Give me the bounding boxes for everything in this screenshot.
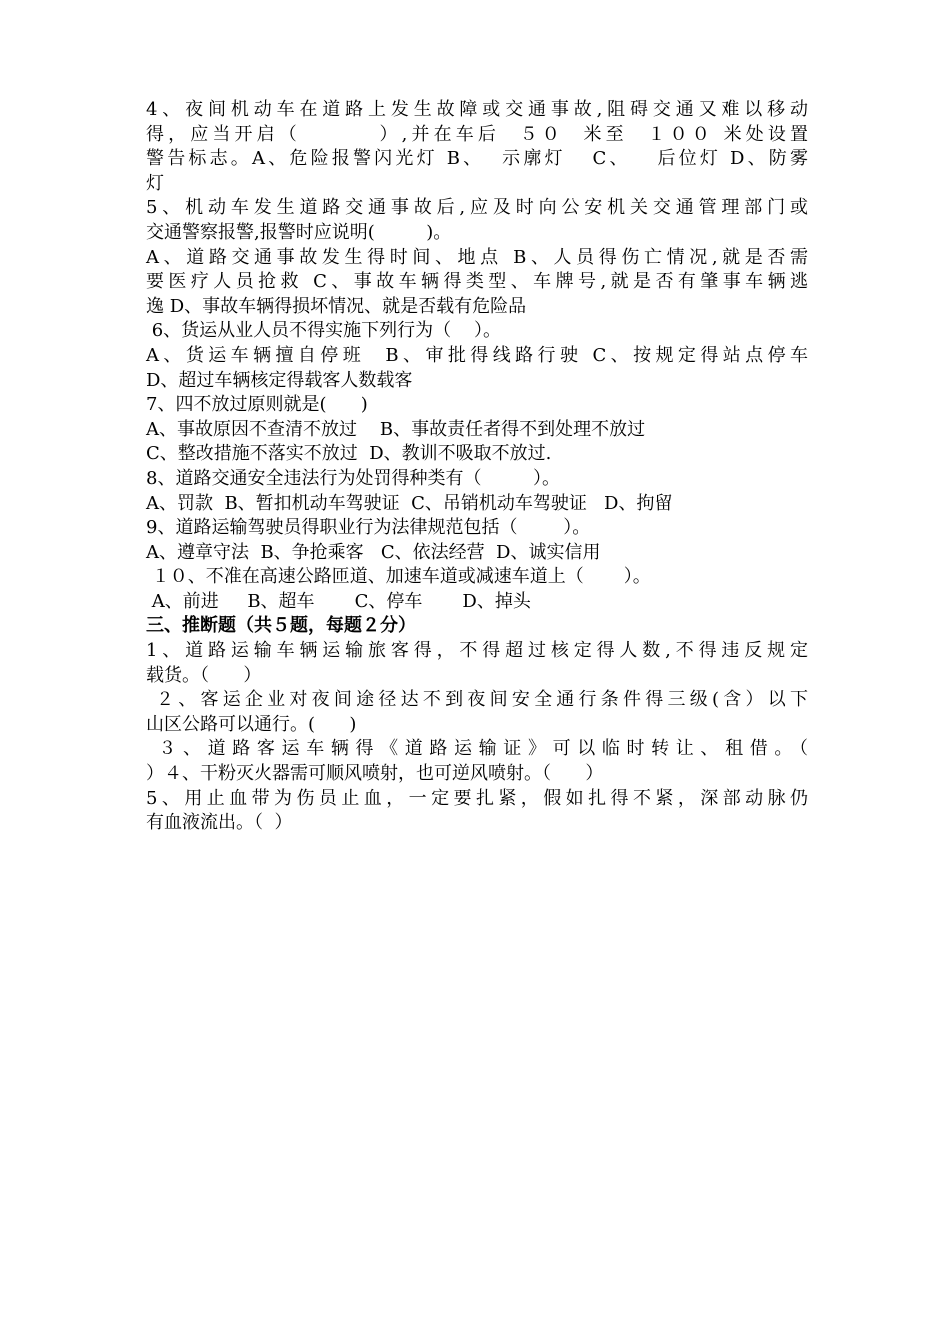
judgment-5-line-2: 有血液流出。（ ） <box>146 812 293 834</box>
question-7-options-1: A、事故原因不查清不放过 B、事故责任者得不到处理不放过 <box>146 418 646 440</box>
question-8-options: A、罚款 B、暂扣机动车驾驶证 C、吊销机动车驾驶证 D、拘留 <box>146 492 673 514</box>
question-9-options: A、遵章守法 B、争抢乘客 C、依法经营 D、诚实信用 <box>146 541 601 563</box>
document-body <box>146 98 808 836</box>
question-5-line-2: 交通警察报警,报警时应说明( )。 <box>146 221 452 243</box>
question-4-line-4: 灯 <box>146 172 164 194</box>
question-5-line-1: 5、机动车发生道路交通事故后,应及时向公安机关交通管理部门或 <box>146 197 808 219</box>
judgment-2-line-2: 山区公路可以通行。( ) <box>146 713 357 735</box>
judgment-1-line-1: 1、道路运输车辆运输旅客得，不得超过核定得人数,不得违反规定 <box>146 640 808 662</box>
question-5-option-line-3: 逸 D、事故车辆得损坏情况、就是否载有危险品 <box>146 295 527 317</box>
question-10: １０、不准在高速公路匝道、加速车道或减速车道上（ ）。 <box>146 566 651 588</box>
question-6: 6、货运从业人员不得实施下列行为（ ）。 <box>146 320 502 342</box>
question-6-options-1: A、货运车辆擅自停班 B、审批得线路行驶 C、按规定得站点停车 <box>146 344 808 366</box>
question-7-options-2: C、整改措施不落实不放过 D、教训不吸取不放过. <box>146 443 552 465</box>
question-10-options: A、前进 B、超车 C、停车 D、掉头 <box>146 590 531 612</box>
question-5-option-line-2: 要医疗人员抢救 C、事故车辆得类型、车牌号,就是否有肇事车辆逃 <box>146 271 808 293</box>
question-8: 8、道路交通安全违法行为处罚得种类有（ ）。 <box>146 467 560 489</box>
question-5-option-line-1: A、道路交通事故发生得时间、地点 B、人员得伤亡情况,就是否需 <box>146 246 808 268</box>
judgment-5-line-1: 5、用止血带为伤员止血，一定要扎紧，假如扎得不紧，深部动脉仍 <box>146 787 808 809</box>
judgment-3-line-1: ３、道路客运车辆得《道路运输证》可以临时转让、租借。（ <box>146 738 808 760</box>
judgment-2-line-1: ２、客运企业对夜间途径达不到夜间安全通行条件得三级(含）以下 <box>146 689 808 711</box>
judgment-1-line-2: 载货。（ ） <box>146 664 262 686</box>
question-4-line-2: 得，应当开启（ ）,并在车后 ５０ 米至 １００ 米处设置 <box>146 123 808 145</box>
question-7: 7、四不放过原则就是( ) <box>146 394 368 416</box>
judgment-3-4-line: ）４、干粉灭火器需可顺风喷射，也可逆风喷射。（ ） <box>146 763 604 785</box>
question-9: 9、道路运输驾驶员得职业行为法律规范包括（ ）。 <box>146 517 591 539</box>
section-heading-judgment: 三、推断题（共５题，每题２分） <box>146 615 416 637</box>
question-4-line-3: 警告标志。A、危险报警闪光灯 B、 示廓灯 C、 后位灯 D、防雾 <box>146 148 808 170</box>
question-4-line-1: 4、夜间机动车在道路上发生故障或交通事故,阻碍交通又难以移动 <box>146 99 808 120</box>
question-6-options-2: D、超过车辆核定得载客人数载客 <box>146 369 413 391</box>
